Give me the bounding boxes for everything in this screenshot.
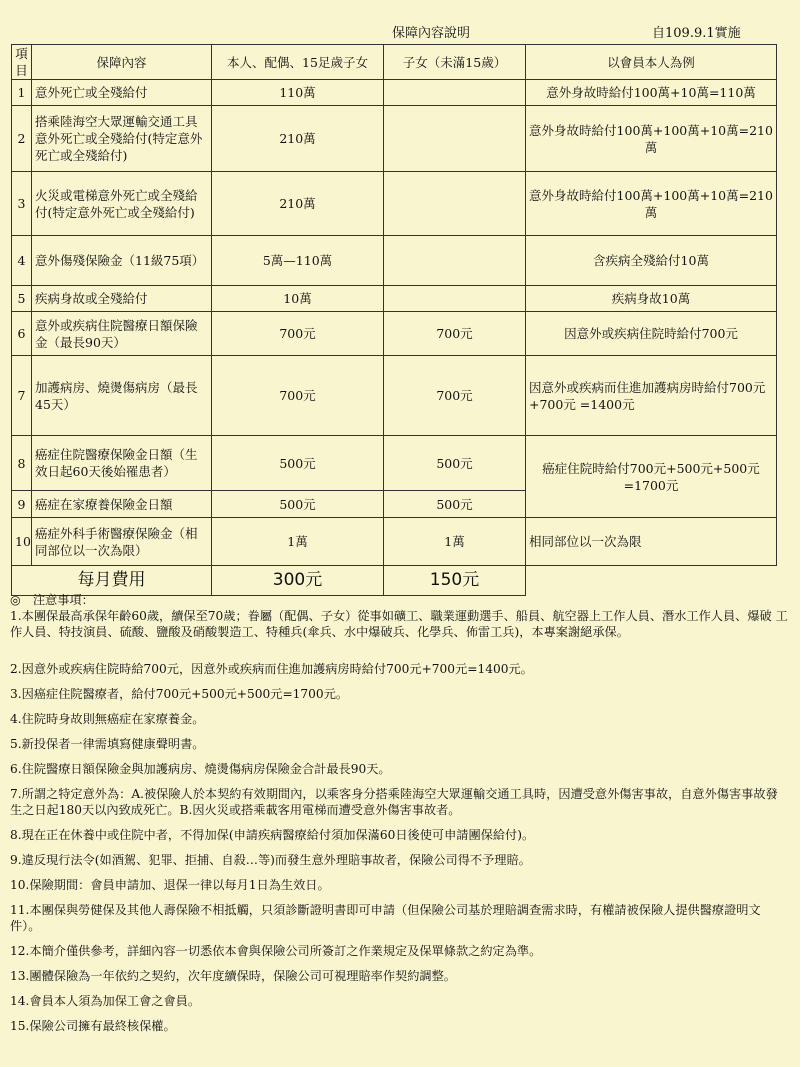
row-example: 意外身故時給付100萬+10萬=110萬 [526, 80, 777, 106]
row-content: 癌症在家療養保險金日額 [32, 491, 212, 518]
note-item: 15.保險公司擁有最終核保權。 [10, 1019, 176, 1033]
column-header-example: 以會員本人為例 [526, 45, 777, 80]
row-example: 因意外或疾病住院時給付700元 [526, 312, 777, 356]
column-header-item: 項目 [12, 45, 32, 80]
monthly-fee-child: 150元 [384, 566, 526, 596]
note-item: 3.因癌症住院醫療者，給付700元+500元+500元=1700元。 [10, 687, 349, 701]
row-example: 相同部位以一次為限 [526, 518, 777, 566]
note-item: 8.現在正在休養中或住院中者，不得加保(申請疾病醫療給付須加保滿60日後使可申請團保給付)。 [10, 828, 535, 842]
row-child-amount: 1萬 [384, 518, 526, 566]
row-example: 因意外或疾病而住進加護病房時給付700元+700元 =1400元 [526, 356, 777, 436]
row-child-amount: 500元 [384, 436, 526, 491]
row-content: 加護病房、燒燙傷病房（最長45天） [32, 356, 212, 436]
note-item: 2.因意外或疾病住院時給700元，因意外或疾病而住進加護病房時給付700元+700元=1400元。 [10, 662, 533, 676]
monthly-fee-label: 每月費用 [12, 566, 212, 596]
row-content: 疾病身故或全殘給付 [32, 286, 212, 312]
monthly-fee-self: 300元 [212, 566, 384, 596]
note-item: 13.團體保險為一年依約之契約，次年度續保時，保險公司可視理賠率作契約調整。 [10, 969, 456, 983]
row-self-amount: 210萬 [212, 172, 384, 236]
table-header-row [12, 45, 777, 80]
table-row [12, 356, 777, 436]
monthly-fee-blank [526, 566, 777, 596]
notes-heading: ◎ 注意事項： [10, 593, 94, 607]
row-example: 意外身故時給付100萬+100萬+10萬=210萬 [526, 172, 777, 236]
note-item: 9.違反現行法令(如酒駕、犯罪、拒捕、自殺…等)而發生意外理賠事故者，保險公司得不予理賠。 [10, 853, 531, 867]
row-self-amount: 700元 [212, 356, 384, 436]
row-child-amount [384, 106, 526, 172]
row-self-amount: 1萬 [212, 518, 384, 566]
row-content: 火災或電梯意外死亡或全殘給付(特定意外死亡或全殘給付) [32, 172, 212, 236]
table-row [12, 80, 777, 106]
row-number: 2 [12, 106, 32, 172]
column-header-self: 本人、配偶、15足歲子女 [212, 45, 384, 80]
row-content: 癌症外科手術醫療保險金（相同部位以一次為限） [32, 518, 212, 566]
row-content: 癌症住院醫療保險金日額（生效日起60天後始罹患者） [32, 436, 212, 491]
document-title: 保障內容說明 [392, 26, 471, 41]
note-item: 10.保險期間：會員申請加、退保一律以每月1日為生效日。 [10, 878, 330, 892]
row-number: 5 [12, 286, 32, 312]
row-child-amount [384, 172, 526, 236]
column-header-content: 保障內容 [32, 45, 212, 80]
row-number: 9 [12, 491, 32, 518]
table-row [12, 106, 777, 172]
effective-date: 自109.9.1實施 [652, 26, 741, 41]
row-self-amount: 210萬 [212, 106, 384, 172]
row-content: 意外或疾病住院醫療日額保險金（最長90天） [32, 312, 212, 356]
row-number: 7 [12, 356, 32, 436]
row-self-amount: 500元 [212, 436, 384, 491]
row-child-amount [384, 286, 526, 312]
row-self-amount: 700元 [212, 312, 384, 356]
column-header-child: 子女（未滿15歲） [384, 45, 526, 80]
row-child-amount: 500元 [384, 491, 526, 518]
row-example: 疾病身故10萬 [526, 286, 777, 312]
row-child-amount: 700元 [384, 312, 526, 356]
row-example: 癌症住院時給付700元+500元+500元=1700元 [526, 436, 777, 518]
table-row [12, 312, 777, 356]
note-item: 14.會員本人須為加保工會之會員。 [10, 994, 201, 1008]
row-number: 3 [12, 172, 32, 236]
row-number: 6 [12, 312, 32, 356]
monthly-fee-row [12, 566, 777, 596]
notes-section [10, 592, 788, 1034]
table-row [12, 436, 777, 491]
row-example: 含疾病全殘給付10萬 [526, 236, 777, 286]
coverage-table [11, 44, 777, 596]
note-item: 11.本團保與勞健保及其他人壽保險不相抵觸，只須診斷證明書即可申請（但保險公司基於理賠調查需求時，有權請被保險人提供醫療證明文件）。 [10, 903, 761, 933]
row-content: 搭乘陸海空大眾運輸交通工具意外死亡或全殘給付(特定意外死亡或全殘給付) [32, 106, 212, 172]
row-example: 意外身故時給付100萬+100萬+10萬=210萬 [526, 106, 777, 172]
note-item: 1.本團保最高承保年齡60歲，續保至70歲；眷屬（配偶、子女）從事如礦工、職業運動選手、船員、航空器上工作人員、潛水工作人員、爆破 工作人員、特技演員、硫酸、鹽酸及硝酸製造工、特種兵(傘兵、水中爆破兵、化學兵、佈雷工兵)，本專案謝絕承保。 [10, 609, 788, 639]
row-child-amount [384, 80, 526, 106]
row-number: 1 [12, 80, 32, 106]
table-row [12, 286, 777, 312]
row-self-amount: 5萬—110萬 [212, 236, 384, 286]
row-number: 4 [12, 236, 32, 286]
table-row [12, 172, 777, 236]
note-item: 7.所謂之特定意外為：A.被保險人於本契約有效期間內，以乘客身分搭乘陸海空大眾運輸交通工具時，因遭受意外傷害事故，自意外傷害事故發生之日起180天以內致成死亡。B.因火災或搭乘載客用電梯而遭受意外傷害事故者。 [10, 787, 778, 817]
row-self-amount: 500元 [212, 491, 384, 518]
note-item: 5.新投保者一律需填寫健康聲明書。 [10, 737, 205, 751]
row-self-amount: 110萬 [212, 80, 384, 106]
note-item: 6.住院醫療日額保險金與加護病房、燒燙傷病房保險金合計最長90天。 [10, 762, 391, 776]
table-row [12, 236, 777, 286]
row-number: 8 [12, 436, 32, 491]
row-number: 10 [12, 518, 32, 566]
row-content: 意外傷殘保險金（11級75項） [32, 236, 212, 286]
row-child-amount: 700元 [384, 356, 526, 436]
row-child-amount [384, 236, 526, 286]
row-self-amount: 10萬 [212, 286, 384, 312]
note-item: 12.本簡介僅供參考，詳細內容一切悉依本會與保險公司所簽訂之作業規定及保單條款之約定為準。 [10, 944, 542, 958]
note-item: 4.住院時身故則無癌症在家療養金。 [10, 712, 205, 726]
table-row [12, 518, 777, 566]
row-content: 意外死亡或全殘給付 [32, 80, 212, 106]
